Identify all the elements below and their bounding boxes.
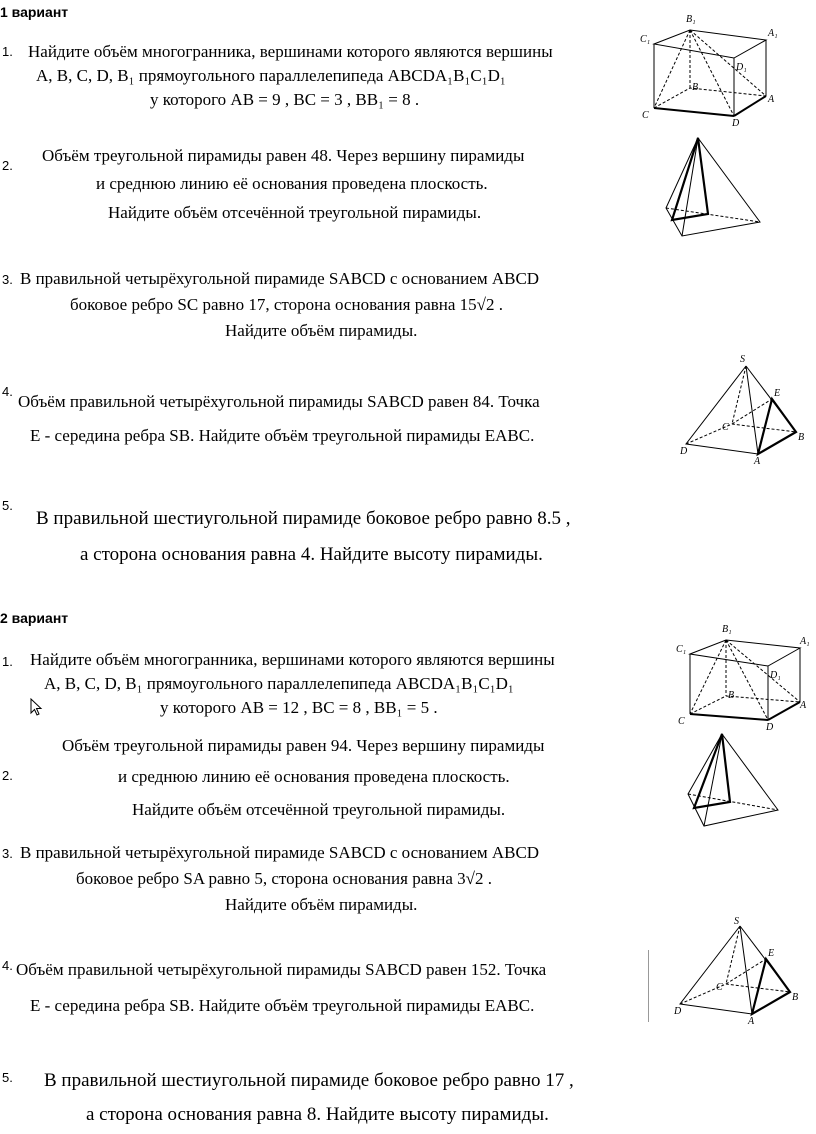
v2-p2-line2: и среднюю линию её основания проведена плоскость. [118,767,510,786]
pyr2-label-A: A [748,1016,755,1026]
v2-p4-line2: E - середина ребра SB. Найдите объём треугольной пирамиды EABC. [30,996,535,1015]
pyr1-label-B: B [798,432,805,443]
label-D: D [732,118,740,128]
box2-label-A1: A₁ [800,636,810,647]
pyr1-label-A: A [754,456,761,466]
pyr2-label-S: S [734,916,739,927]
v2-p1-line3: у которого AB = 12 , BC = 8 , BB₁ = 5 . [160,698,438,717]
v1-p2-line3: Найдите объём отсечённой треугольной пирамиды. [108,203,482,222]
v2-p3-line3: Найдите объём пирамиды. [225,895,418,914]
v1-p2-number: 2. [2,158,13,173]
label-C: C [642,110,649,121]
v2-p5-line1: В правильной шестиугольной пирамиде боковое ребро равно 17 , [44,1070,574,1091]
label-B: B [692,82,699,93]
v2-p3-number: 3. [2,846,13,861]
mouse-cursor-icon [30,698,44,723]
pyr2-label-C: C [716,982,723,993]
v1-p4-line2: E - середина ребра SB. Найдите объём треугольной пирамиды EABC. [30,426,535,445]
v1-p4-number: 4. [2,384,13,399]
v1-p5-line2: а сторона основания равна 4. Найдите высоту пирамиды. [80,544,543,565]
box2-label-C: C [678,716,685,727]
v1-p1-number: 1. [2,44,13,59]
square-pyramid-figure-2 [674,914,802,1026]
v1-p2-line1: Объём треугольной пирамиды равен 48. Через вершину пирамиды [42,146,525,165]
pyr2-label-B: B [792,992,799,1003]
v1-p3-line2: боковое ребро SC равно 17, сторона основания равна 15√2 . [70,295,503,314]
label-C1: C₁ [640,34,651,45]
v1-p3-number: 3. [2,272,13,287]
v2-p4-number: 4. [2,958,13,973]
v2-p4-line1: Объём правильной четырёхугольной пирамиды SABCD равен 152. Точка [16,960,547,979]
parallelepiped-figure-2 [672,620,812,732]
parallelepiped-figure-1 [634,8,782,128]
v2-p2-line3: Найдите объём отсечённой треугольной пирамиды. [132,800,506,819]
pyr2-label-D: D [674,1006,682,1017]
v2-p2-line1: Объём треугольной пирамиды равен 94. Через вершину пирамиды [62,736,545,755]
v1-p5-line1: В правильной шестиугольной пирамиде боковое ребро равно 8.5 , [36,508,571,529]
box2-label-D: D [766,722,774,732]
v1-p3-line3: Найдите объём пирамиды. [225,321,418,340]
label-A1: A₁ [768,28,778,39]
pyr1-label-E: E [774,388,781,399]
box2-label-A: A [800,700,807,711]
triangular-pyramid-figure-1 [660,134,770,244]
box2-label-C1: C₁ [676,644,687,655]
triangular-pyramid-figure-2 [684,730,784,830]
v1-p2-line2: и среднюю линию её основания проведена плоскость. [96,174,488,193]
pyr2-label-E: E [768,948,775,959]
box2-label-B: B [728,690,735,701]
label-A: A [768,94,775,105]
label-B1: B₁ [686,14,696,25]
v2-p1-line1: Найдите объём многогранника, вершинами которого являются вершины [30,650,555,669]
v1-p1-line2: A, B, C, D, B₁ прямоугольного параллелепипеда ABCDA₁B₁C₁D₁ [36,66,506,85]
v2-p5-line2: а сторона основания равна 8. Найдите высоту пирамиды. [86,1104,549,1125]
v2-p2-number: 2. [2,768,13,783]
margin-divider [648,950,649,1022]
v2-p1-line2: A, B, C, D, B₁ прямоугольного параллелепипеда ABCDA₁B₁C₁D₁ [44,674,514,693]
square-pyramid-figure-1 [680,354,808,466]
v2-p3-line2: боковое ребро SA равно 5, сторона основания равна 3√2 . [76,869,492,888]
v1-p1-line1: Найдите объём многогранника, вершинами которого являются вершины [28,42,553,61]
pyr1-label-D: D [680,446,688,457]
v2-p3-line1: В правильной четырёхугольной пирамиде SABCD с основанием ABCD [20,843,540,862]
v2-p5-number: 5. [2,1070,13,1085]
v2-p1-number: 1. [2,654,13,669]
v1-p5-number: 5. [2,498,13,513]
pyr1-label-S: S [740,354,745,365]
box2-label-B1: B₁ [722,624,732,635]
v1-p1-line3: у которого AB = 9 , BC = 3 , BB₁ = 8 . [150,90,420,109]
label-D1: D₁ [736,62,747,73]
pyr1-label-C: C [722,422,729,433]
variant-2-title: 2 вариант [0,610,69,626]
v1-p3-line1: В правильной четырёхугольной пирамиде SABCD с основанием ABCD [20,269,540,288]
variant-1-title: 1 вариант [0,4,69,20]
box2-label-D1: D₁ [770,670,781,681]
v1-p4-line1: Объём правильной четырёхугольной пирамиды SABCD равен 84. Точка [18,392,540,411]
